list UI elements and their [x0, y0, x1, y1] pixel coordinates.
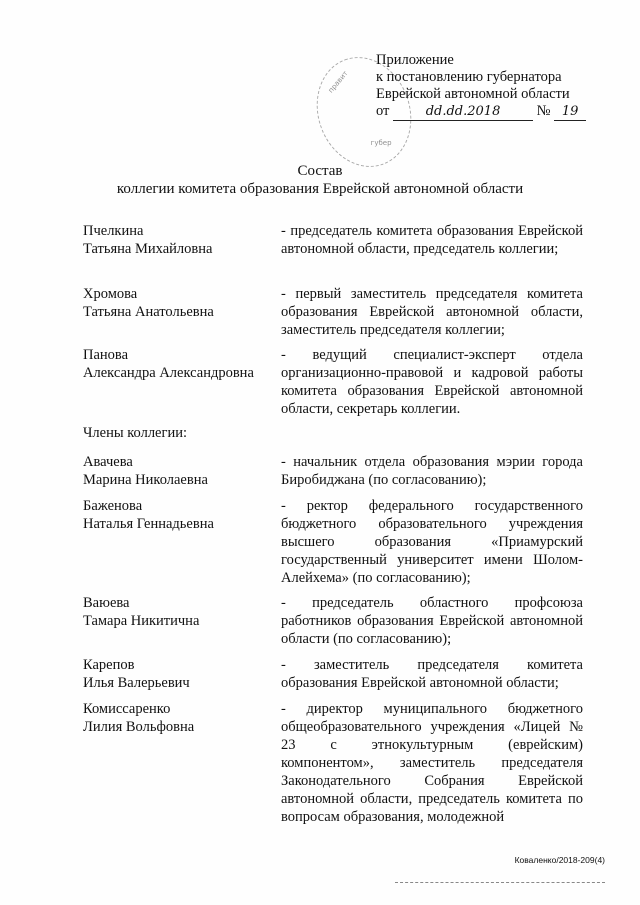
document-subtitle: коллегии комитета образования Еврейской автономной области: [116, 181, 524, 197]
handwritten-number: 19: [554, 103, 586, 121]
members-heading: Члены коллегии:: [83, 425, 187, 441]
person-role: - председатель комитета образования Еврейской автономной области, председатель коллегии;: [281, 223, 583, 257]
appendix-line-3: Еврейской автономной области: [376, 86, 570, 102]
person-name: Авачева Марина Николаевна: [83, 454, 208, 488]
person-name: Панова Александра Александровна: [83, 347, 254, 381]
appendix-date-line: [376, 103, 586, 121]
appendix-notice: [376, 52, 586, 121]
handwritten-date: dd.dd.2018: [393, 103, 533, 121]
person-name: Пчелкина Татьяна Михайловна: [83, 223, 213, 257]
person-role: - ректор федерального государственного бюджетного образовательного учреждения высшего образования «Приамурский государственный университет имени Шолом-Алейхема» (по согласованию);: [281, 498, 583, 586]
footer-code: Коваленко/2018-209(4): [514, 855, 605, 865]
divider: [395, 882, 605, 883]
appendix-line-1: Приложение: [376, 52, 454, 68]
appendix-line-2: к постановлению губернатора: [376, 69, 562, 85]
person-name: Ваюева Тамара Никитична: [83, 595, 200, 629]
document-title: Состав: [297, 163, 343, 179]
date-prefix: от: [376, 103, 390, 119]
person-name: Комиссаренко Лилия Вольфовна: [83, 701, 195, 735]
person-role: - ведущий специалист-эксперт отдела организационно-правовой и кадровой работы комитета образования Еврейской автономной области, секретарь коллегии.: [281, 347, 583, 417]
person-role: - заместитель председателя комитета образования Еврейской автономной области;: [281, 657, 583, 691]
person-role: - начальник отдела образования мэрии города Биробиджана (по согласованию);: [281, 454, 583, 488]
person-role: - первый заместитель председателя комитета образования Еврейской автономной области, заместитель председателя коллегии;: [281, 286, 583, 338]
person-role: - председатель областного профсоюза работников образования Еврейской автономной области (по согласованию);: [281, 595, 583, 647]
person-name: Хромова Татьяна Анатольевна: [83, 286, 214, 320]
person-name: Карепов Илья Валерьевич: [83, 657, 190, 691]
stamp-seal-icon: правит губер: [302, 44, 427, 181]
number-label: №: [536, 103, 551, 119]
person-role: - директор муниципального бюджетного общеобразовательного учреждения «Лицей № 23 с этнокультурным (еврейским) компонентом», заместитель председателя Законодательного Собрания Еврейской автономной области, председатель комитета по вопросам образования, молодежной: [281, 701, 583, 825]
person-name: Баженова Наталья Геннадьевна: [83, 498, 214, 532]
